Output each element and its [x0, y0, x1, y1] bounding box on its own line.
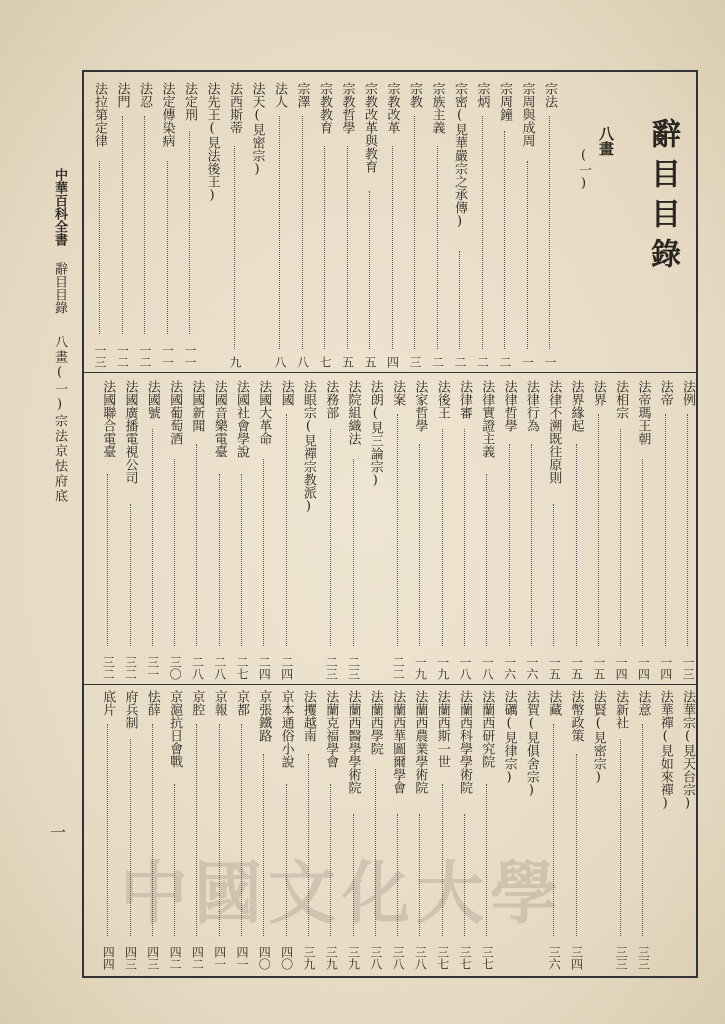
toc-entry — [346, 690, 362, 970]
toc-entry-title: 怯薛 — [144, 690, 160, 716]
leader-dots — [553, 724, 554, 936]
running-header-range: 八畫(一)宗法京怯府底 — [52, 335, 67, 504]
toc-entry-page: 四一 — [212, 946, 227, 970]
leader-dots — [302, 116, 303, 349]
toc-entry-title: 法國號 — [144, 380, 160, 419]
toc-entry-page: 三四 — [569, 946, 584, 970]
leader-dots — [486, 474, 487, 646]
toc-entry — [301, 380, 317, 680]
leader-dots — [687, 414, 688, 646]
toc-entry — [250, 82, 266, 368]
toc-entry — [100, 380, 116, 680]
leader-dots — [219, 724, 220, 936]
toc-entry — [635, 380, 651, 680]
toc-entry-title: 法蘭克福學會 — [323, 690, 339, 768]
toc-entry — [524, 380, 540, 680]
toc-entry — [502, 380, 518, 680]
toc-entry-title: 法華宗(見天台宗) — [680, 690, 695, 811]
toc-entry-title: 法幣政策 — [568, 690, 584, 742]
toc-entry — [613, 690, 629, 970]
leader-dots — [330, 429, 331, 646]
toc-entry — [368, 690, 384, 970]
toc-entry-page: 三七 — [435, 946, 450, 970]
toc-entry — [435, 380, 451, 680]
leader-dots — [330, 784, 331, 936]
leader-dots — [219, 474, 220, 646]
toc-entry-title: 法礪(見律宗) — [501, 690, 517, 785]
leader-dots — [263, 754, 264, 936]
toc-entry-title: 法天(見密宗) — [249, 82, 265, 177]
toc-entry-page: 二七 — [235, 656, 249, 680]
toc-entry-title: 京都 — [234, 690, 249, 716]
toc-entry — [317, 82, 333, 368]
toc-entry — [479, 380, 495, 680]
toc-entry — [145, 690, 161, 970]
toc-entry-page: 三三 — [614, 946, 629, 970]
toc-entry-page: 一 — [543, 356, 557, 368]
toc-entry-title: 宗周與成周 — [519, 82, 535, 147]
toc-entry-title: 法相宗 — [613, 380, 629, 419]
leader-dots — [369, 191, 370, 349]
toc-entry-title: 法先王(見法後王) — [204, 82, 220, 203]
leader-dots — [642, 724, 643, 936]
toc-entry-title: 宗教改革與教育 — [362, 82, 377, 173]
toc-entry — [390, 380, 406, 680]
leader-dots — [549, 116, 550, 349]
toc-entry — [546, 380, 562, 680]
toc-entry — [212, 380, 228, 680]
page-number: 一 — [50, 823, 67, 842]
leader-dots — [144, 116, 145, 334]
toc-entry-title: 法攫越南 — [300, 690, 316, 742]
toc-entry — [412, 690, 428, 970]
leader-dots — [279, 116, 280, 349]
leader-dots — [174, 459, 175, 646]
toc-entry-page: 一四 — [658, 656, 673, 680]
page-title: 辭目目錄 — [645, 118, 680, 278]
leader-dots — [576, 444, 577, 646]
section-divider-top — [84, 372, 696, 373]
toc-entry-page: 一二 — [115, 344, 130, 368]
toc-entry-title: 法蘭西研究院 — [479, 690, 495, 768]
leader-dots — [353, 459, 354, 646]
toc-entry — [479, 690, 495, 970]
leader-dots — [241, 724, 242, 936]
toc-entry-page: 二 — [453, 356, 467, 368]
toc-entry-title: 法國廣播電視公司 — [122, 380, 138, 484]
leader-dots — [419, 814, 420, 936]
toc-entry-title: 法國大革命 — [256, 380, 272, 445]
toc-entry — [123, 690, 139, 970]
toc-entry-page: 三一 — [145, 656, 160, 680]
toc-entry-title: 法藏 — [546, 690, 562, 716]
leader-dots — [598, 414, 599, 646]
leader-dots — [464, 429, 465, 646]
leader-dots — [347, 146, 348, 349]
leader-dots — [196, 444, 197, 646]
toc-entry-title: 京腔 — [189, 690, 205, 716]
toc-entry-title: 法律實證主義 — [479, 380, 495, 458]
leader-dots — [324, 146, 325, 349]
toc-entry-title: 法帝 — [657, 380, 673, 406]
toc-entry-title: 法賀(見俱舍宗) — [523, 690, 539, 798]
leader-dots — [531, 444, 532, 646]
toc-entry-page: 四三 — [123, 946, 138, 970]
leader-dots — [419, 444, 420, 646]
leader-dots — [642, 459, 643, 646]
toc-entry-title: 法西斯蒂 — [227, 82, 242, 134]
toc-entry — [234, 690, 250, 970]
leader-dots — [99, 161, 100, 334]
toc-entry — [189, 380, 205, 680]
toc-entry-page: 七 — [318, 356, 332, 368]
toc-entry-title: 法國 — [278, 380, 294, 406]
toc-entry-title: 法界 — [590, 380, 606, 406]
toc-entry-page: 九 — [228, 356, 242, 368]
toc-entry-title: 京本通俗小說 — [278, 690, 294, 768]
toc-entry-title: 法國音樂電臺 — [211, 380, 227, 458]
leader-dots — [308, 754, 309, 936]
leader-dots — [167, 161, 168, 334]
toc-entry — [340, 82, 356, 368]
toc-entry-page: 二四 — [257, 656, 272, 680]
toc-entry-page: 二 — [498, 356, 512, 368]
toc-entry-page: 四 — [385, 356, 400, 368]
toc-entry-page: 二三 — [346, 656, 361, 680]
toc-entry — [137, 82, 153, 368]
toc-entry — [502, 690, 518, 970]
leader-dots — [397, 814, 398, 936]
toc-entry-page: 二四 — [279, 656, 294, 680]
toc-entry-page: 一 — [520, 356, 535, 368]
toc-entry-title: 宗教教育 — [317, 82, 332, 134]
toc-entry — [412, 380, 428, 680]
toc-entry-page: 二 — [475, 356, 490, 368]
toc-entry — [430, 82, 446, 368]
toc-entry-title: 宗教 — [407, 82, 422, 108]
toc-entry — [591, 690, 607, 970]
toc-entry-title: 法定傳染病 — [159, 82, 175, 147]
leader-dots — [241, 474, 242, 646]
toc-entry — [205, 82, 221, 368]
toc-entry — [569, 690, 585, 970]
toc-entry-page: 四一 — [235, 946, 249, 970]
toc-entry — [658, 690, 674, 970]
toc-entry-title: 法眼宗(見禪宗教派) — [300, 380, 316, 514]
toc-entry — [520, 82, 536, 368]
toc-entry — [145, 380, 161, 680]
toc-entry-page: 四〇 — [279, 946, 294, 970]
toc-entry-page: 五 — [340, 356, 355, 368]
running-header-section: 辭目目錄 — [52, 262, 67, 314]
toc-entry-page: 三九 — [346, 946, 361, 970]
toc-entry-title: 京滬抗日會戰 — [167, 690, 183, 768]
toc-entry-page: 四二 — [190, 946, 205, 970]
toc-entry — [407, 82, 423, 368]
leader-dots — [527, 161, 528, 349]
leader-dots — [174, 784, 175, 936]
toc-entry-title: 法國聯合電臺 — [100, 380, 116, 458]
toc-entry-title: 法界緣起 — [568, 380, 584, 432]
leader-dots — [482, 116, 483, 349]
toc-entry-title: 法律審 — [457, 380, 472, 419]
leader-dots — [152, 429, 153, 646]
toc-entry-title: 法新社 — [613, 690, 629, 729]
leader-dots — [464, 814, 465, 936]
toc-entry — [279, 380, 295, 680]
toc-entry — [323, 690, 339, 970]
toc-entry-title: 宗教改革 — [384, 82, 400, 134]
toc-entry-page: 一四 — [636, 656, 651, 680]
leader-dots — [107, 724, 108, 936]
toc-entry-title: 法國新聞 — [189, 380, 205, 432]
toc-entry — [167, 380, 183, 680]
toc-entry-title: 法案 — [390, 380, 406, 406]
toc-entry-page: 二三 — [324, 656, 339, 680]
toc-entry — [635, 690, 651, 970]
running-header-book: 中華百科全書 — [52, 168, 67, 246]
toc-entry-title: 法定刑 — [182, 82, 197, 121]
toc-entry-page: 三八 — [391, 946, 406, 970]
toc-entry-page: 三七 — [480, 946, 495, 970]
toc-entry — [227, 82, 243, 368]
leader-dots — [442, 429, 443, 646]
leader-dots — [504, 131, 505, 349]
leader-dots — [196, 724, 197, 936]
leader-dots — [665, 414, 666, 646]
leader-dots — [286, 784, 287, 936]
toc-entry-page: 三二 — [101, 656, 116, 680]
toc-entry — [123, 380, 139, 680]
toc-entry — [346, 380, 362, 680]
toc-entry — [167, 690, 183, 970]
toc-entry-title: 法國葡萄酒 — [167, 380, 183, 445]
leader-dots — [553, 504, 554, 646]
toc-entry-title: 法蘭西農業學術院 — [412, 690, 428, 794]
toc-entry-title: 宗族主義 — [429, 82, 445, 134]
leader-dots — [286, 414, 287, 646]
leader-dots — [437, 146, 438, 349]
toc-entry — [272, 82, 288, 368]
toc-entry — [234, 380, 250, 680]
toc-entry — [680, 380, 696, 680]
leader-dots — [152, 724, 153, 936]
toc-entry — [680, 690, 696, 970]
toc-entry-title: 法院組織法 — [345, 380, 361, 445]
toc-entry-title: 法例 — [680, 380, 695, 406]
toc-entry-title: 法務部 — [323, 380, 339, 419]
toc-entry-page: 一六 — [524, 656, 539, 680]
stroke-count-heading: 八畫 — [597, 126, 615, 156]
leader-dots — [509, 444, 510, 646]
toc-entry-title: 法賢(見密宗) — [590, 690, 606, 785]
toc-entry-title: 法華禪(見如來禪) — [657, 690, 673, 811]
toc-entry — [160, 82, 176, 368]
toc-entry — [497, 82, 513, 368]
toc-entry-page: 一五 — [547, 656, 562, 680]
toc-entry-page: 一三 — [681, 656, 695, 680]
toc-entry-title: 宗周鐘 — [497, 82, 512, 121]
toc-entry — [100, 690, 116, 970]
toc-entry-page: 四二 — [168, 946, 183, 970]
stroke-count-subheading: (一) — [576, 148, 591, 191]
toc-entry — [524, 690, 540, 970]
toc-entry-page: 三二 — [123, 656, 138, 680]
toc-entry-title: 法後王 — [434, 380, 450, 419]
toc-entry — [115, 82, 131, 368]
toc-entry-page: 一四 — [614, 656, 629, 680]
toc-entry-title: 法家哲學 — [412, 380, 428, 432]
leader-dots — [486, 784, 487, 936]
toc-entry-title: 宗法 — [542, 82, 557, 108]
toc-entry — [457, 690, 473, 970]
toc-entry — [542, 82, 558, 368]
toc-entry-title: 法蘭西學院 — [367, 690, 383, 755]
toc-entry-title: 京報 — [211, 690, 227, 716]
toc-entry-page: 一九 — [413, 656, 428, 680]
leader-dots — [459, 251, 460, 349]
toc-entry — [256, 380, 272, 680]
toc-entry-page: 一一 — [160, 344, 175, 368]
toc-entry — [301, 690, 317, 970]
toc-entry-page: 一六 — [502, 656, 517, 680]
toc-entry-page: 四四 — [101, 946, 116, 970]
toc-entry-page: 三六 — [547, 946, 562, 970]
toc-entry-page: 四〇 — [257, 946, 272, 970]
toc-entry — [546, 690, 562, 970]
toc-entry-page: 一三 — [93, 344, 107, 368]
leader-dots — [130, 739, 131, 936]
toc-entry-page: 三七 — [458, 946, 472, 970]
toc-entry-page: 一五 — [569, 656, 584, 680]
leader-dots — [414, 116, 415, 349]
toc-entry — [368, 380, 384, 680]
leader-dots — [189, 131, 190, 334]
toc-entry — [362, 82, 378, 368]
leader-dots — [130, 504, 131, 646]
leader-dots — [620, 739, 621, 936]
toc-entry — [475, 82, 491, 368]
toc-entry-title: 法國社會學說 — [234, 380, 249, 458]
toc-entry-page: 一二 — [138, 344, 152, 368]
toc-entry — [658, 380, 674, 680]
toc-entry — [591, 380, 607, 680]
toc-entry-page: 三〇 — [168, 656, 183, 680]
toc-entry — [295, 82, 311, 368]
toc-entry — [279, 690, 295, 970]
toc-entry-title: 府兵制 — [122, 690, 138, 729]
leader-dots — [576, 754, 577, 936]
toc-entry — [212, 690, 228, 970]
leader-dots — [263, 459, 264, 646]
toc-entry — [457, 380, 473, 680]
toc-entry-page: 一一 — [183, 344, 197, 368]
toc-entry-title: 法忍 — [137, 82, 152, 108]
leader-dots — [442, 784, 443, 936]
toc-entry-page: 三三 — [636, 946, 651, 970]
leader-dots — [122, 116, 123, 334]
toc-entry-title: 法帝瑪王朝 — [635, 380, 651, 445]
toc-entry — [323, 380, 339, 680]
toc-entry-page: 二 — [430, 356, 445, 368]
toc-entry-title: 法蘭西華圖爾學會 — [390, 690, 406, 794]
toc-entry — [182, 82, 198, 368]
toc-entry-page: 二二 — [391, 656, 406, 680]
toc-entry-page: 三 — [408, 356, 422, 368]
toc-entry-page: 三八 — [368, 946, 383, 970]
toc-entry-page: 五 — [363, 356, 377, 368]
toc-entry — [452, 82, 468, 368]
toc-entry-page: 八 — [273, 356, 287, 368]
toc-entry-page: 一五 — [591, 656, 606, 680]
toc-entry-page: 一八 — [480, 656, 495, 680]
toc-entry-title: 法意 — [635, 690, 651, 716]
toc-entry-title: 法門 — [114, 82, 130, 108]
watermark: 中國文化大學 — [120, 855, 565, 934]
toc-entry — [256, 690, 272, 970]
toc-entry-title: 底片 — [100, 690, 116, 716]
toc-entry-page: 一九 — [435, 656, 450, 680]
toc-entry — [385, 82, 401, 368]
toc-entry-title: 宗澤 — [294, 82, 310, 108]
toc-entry-title: 宗教哲學 — [339, 82, 355, 134]
toc-entry-title: 法蘭西醫學學術院 — [345, 690, 361, 794]
toc-entry-title: 法拉第定律 — [92, 82, 107, 147]
leader-dots — [392, 146, 393, 349]
toc-entry — [189, 690, 205, 970]
leader-dots — [234, 146, 235, 349]
toc-entry-page: 八 — [295, 356, 310, 368]
toc-entry-title: 法律不溯既往原則 — [546, 380, 562, 484]
section-divider-middle — [84, 684, 696, 685]
leader-dots — [353, 814, 354, 936]
toc-entry-page: 二八 — [190, 656, 205, 680]
toc-entry-page: 三九 — [324, 946, 339, 970]
leader-dots — [375, 769, 376, 936]
toc-entry-title: 宗密(見華嚴宗之承傳) — [452, 82, 467, 229]
toc-entry-title: 法人 — [272, 82, 287, 108]
toc-entry — [435, 690, 451, 970]
toc-entry — [390, 690, 406, 970]
toc-entry-title: 法朗(見三論宗) — [367, 380, 383, 488]
toc-entry-title: 京張鐵路 — [256, 690, 272, 742]
toc-entry-title: 宗炳 — [474, 82, 490, 108]
toc-entry — [92, 82, 108, 368]
toc-entry-title: 法律哲學 — [501, 380, 517, 432]
toc-entry-page: 四三 — [145, 946, 160, 970]
leader-dots — [620, 429, 621, 646]
leader-dots — [397, 414, 398, 646]
toc-entry-page: 三八 — [413, 946, 428, 970]
toc-entry — [569, 380, 585, 680]
toc-entry-title: 法蘭西斯一世 — [434, 690, 450, 768]
leader-dots — [107, 474, 108, 646]
toc-entry-title: 法蘭西科學學術院 — [457, 690, 472, 794]
toc-entry-page: 三九 — [301, 946, 316, 970]
toc-entry-title: 法律行為 — [523, 380, 539, 432]
toc-entry — [613, 380, 629, 680]
toc-entry-page: 一八 — [458, 656, 472, 680]
toc-entry-page: 二八 — [212, 656, 227, 680]
